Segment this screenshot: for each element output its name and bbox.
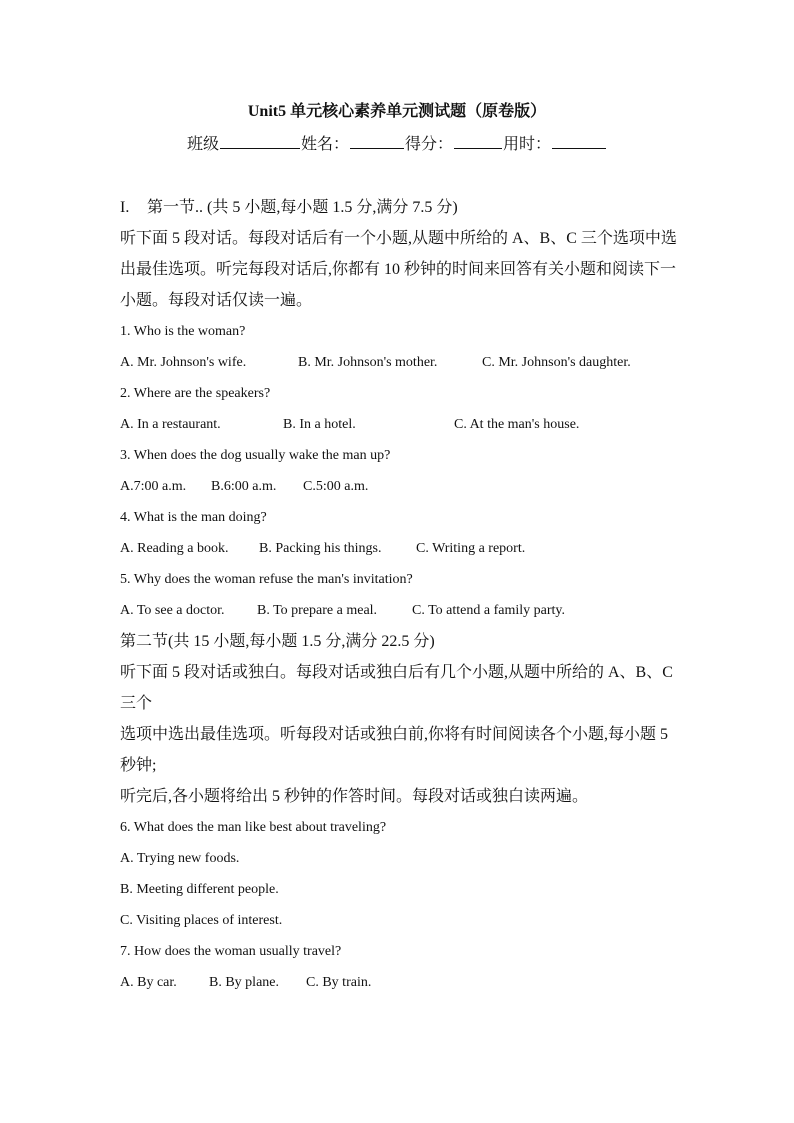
time-blank[interactable] <box>552 132 606 149</box>
question-7-options <box>120 967 680 998</box>
option-b: B.6:00 a.m. <box>211 479 277 494</box>
option-a: A.7:00 a.m. <box>120 479 187 494</box>
section1-instruction-line: 听下面 5 段对话。每段对话后有一个小题,从题中所给的 A、B、C 三个选项中选 <box>120 230 677 247</box>
option-c: C.5:00 a.m. <box>303 479 369 494</box>
option-b: B. By plane. <box>209 975 279 990</box>
section2-instruction-line: 选项中选出最佳选项。听每段对话或独白前,你将有时间阅读各个小题,每小题 5 <box>120 726 669 743</box>
section1-heading <box>120 192 680 223</box>
question-3-options <box>120 471 680 502</box>
option-c: C. By train. <box>306 975 372 990</box>
student-info-line <box>0 132 794 156</box>
score-label: 得分： <box>405 136 454 153</box>
name-blank[interactable] <box>350 132 404 149</box>
option-a: A. Trying new foods. <box>120 851 240 866</box>
time-label: 用时： <box>503 136 552 153</box>
section2-instruction-line: 秒钟; <box>120 757 157 774</box>
class-blank[interactable] <box>220 132 300 149</box>
question-2: 2. Where are the speakers? <box>120 386 271 401</box>
question-6: 6. What does the man like best about traveling? <box>120 820 387 835</box>
option-a: A. To see a doctor. <box>120 603 225 618</box>
option-b: B. Meeting different people. <box>120 882 279 897</box>
option-b: B. Mr. Johnson's mother. <box>298 355 438 370</box>
section1-instruction-line: 小题。每段对话仅读一遍。 <box>120 292 313 309</box>
option-c: C. At the man's house. <box>454 417 580 432</box>
option-a: A. Reading a book. <box>120 541 229 556</box>
section1-instruction-line: 出最佳选项。听完每段对话后,你都有 10 秒钟的时间来回答有关小题和阅读下一 <box>120 261 677 278</box>
document-body <box>120 192 680 998</box>
option-c: C. Writing a report. <box>416 541 526 556</box>
document-title: Unit5 单元核心素养单元测试题（原卷版） <box>247 103 547 120</box>
section2-instruction-line: 听完后,各小题将给出 5 秒钟的作答时间。每段对话或独白读两遍。 <box>120 788 589 805</box>
question-5-options <box>120 595 680 626</box>
class-label: 班级 <box>186 136 219 153</box>
question-7: 7. How does the woman usually travel? <box>120 944 342 959</box>
section2-heading: 第二节(共 15 小题,每小题 1.5 分,满分 22.5 分) <box>120 633 435 650</box>
section2-instruction-line: 三个 <box>120 695 153 712</box>
question-2-options <box>120 409 680 440</box>
question-4: 4. What is the man doing? <box>120 510 267 525</box>
question-1-options <box>120 347 680 378</box>
score-blank[interactable] <box>454 132 502 149</box>
question-3: 3. When does the dog usually wake the man up? <box>120 448 391 463</box>
option-c: C. To attend a family party. <box>412 603 565 618</box>
option-a: A. By car. <box>120 975 177 990</box>
option-b: B. Packing his things. <box>259 541 382 556</box>
option-a: A. Mr. Johnson's wife. <box>120 355 247 370</box>
section1-number: I. <box>120 199 130 216</box>
option-b: B. In a hotel. <box>283 417 356 432</box>
question-5: 5. Why does the woman refuse the man's invitation? <box>120 572 413 587</box>
question-1: 1. Who is the woman? <box>120 324 246 339</box>
question-4-options <box>120 533 680 564</box>
section1-title: 第一节.. (共 5 小题,每小题 1.5 分,满分 7.5 分) <box>147 199 458 216</box>
option-a: A. In a restaurant. <box>120 417 221 432</box>
section2-instruction-line: 听下面 5 段对话或独白。每段对话或独白后有几个小题,从题中所给的 A、B、C <box>120 664 673 681</box>
name-label: 姓名： <box>300 136 349 153</box>
option-c: C. Mr. Johnson's daughter. <box>482 355 631 370</box>
option-c: C. Visiting places of interest. <box>120 913 283 928</box>
option-b: B. To prepare a meal. <box>257 603 378 618</box>
